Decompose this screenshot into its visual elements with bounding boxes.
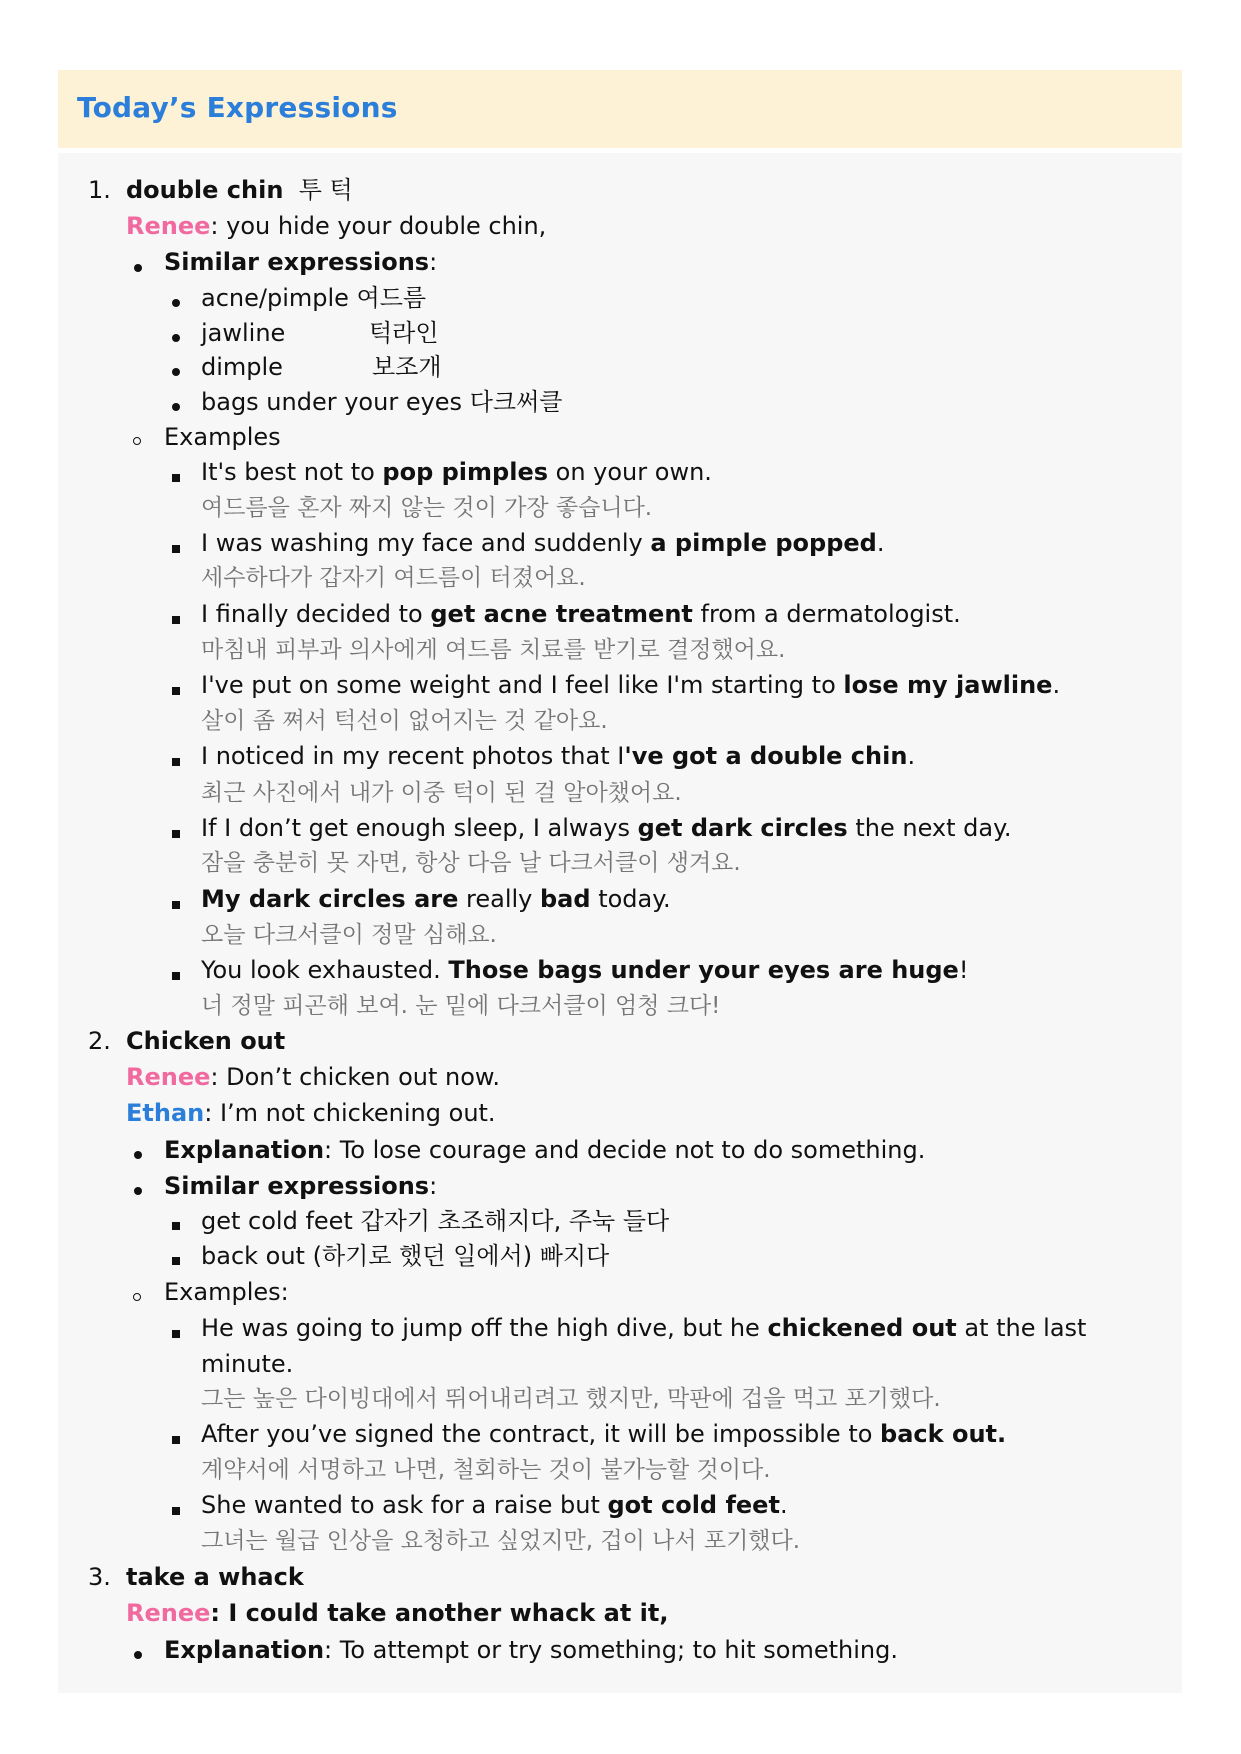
dialogue-line: Renee: I could take another whack at it,: [126, 1599, 669, 1627]
example-translation: 세수하다가 갑자기 여드름이 터졌어요.: [201, 565, 586, 591]
bullet-square: [172, 474, 180, 482]
bullet-dot: [134, 264, 142, 272]
example-sentence: After you’ve signed the contract, it will be impossible to back out.: [201, 1420, 1007, 1448]
examples-label: Examples:: [164, 1278, 289, 1306]
example-translation: 너 정말 피곤해 보여. 눈 밑에 다크서클이 엄청 크다!: [201, 993, 721, 1019]
example-sentence: I've put on some weight and I feel like I'm starting to lose my jawline.: [201, 671, 1061, 699]
bullet-square: [172, 545, 180, 553]
example-sentence: It's best not to pop pimples on your own.: [201, 458, 712, 486]
speaker-name: Renee: [126, 1599, 211, 1627]
bullet-dot: [172, 334, 180, 342]
bullet-square: [172, 1222, 180, 1230]
title-banner: [58, 70, 1182, 148]
example-sentence-cont: minute.: [201, 1350, 294, 1378]
item-number: 1.: [88, 176, 111, 204]
example-sentence: I was washing my face and suddenly a pimple popped.: [201, 529, 885, 557]
bullet-square: [172, 901, 180, 909]
bullet-dot: [134, 1651, 142, 1659]
example-translation: 오늘 다크서클이 정말 심해요.: [201, 922, 497, 948]
example-sentence: My dark circles are really bad today.: [201, 885, 671, 913]
explanation: Explanation: To lose courage and decide not to do something.: [164, 1136, 926, 1164]
bullet-square: [172, 1330, 180, 1338]
bullet-dot: [172, 368, 180, 376]
example-sentence: If I don’t get enough sleep, I always get dark circles the next day.: [201, 814, 1012, 842]
similar-item: dimple: [201, 353, 283, 381]
similar-label: Similar expressions:: [164, 248, 438, 276]
bullet-square: [172, 687, 180, 695]
similar-label: Similar expressions:: [164, 1172, 438, 1200]
similar-item: acne/pimple 여드름: [201, 284, 427, 312]
item-heading: take a whack: [126, 1563, 304, 1591]
item-heading: double chin 투 턱: [126, 176, 353, 204]
dialogue-line: Ethan: I’m not chickening out.: [126, 1099, 496, 1127]
bullet-circle: [133, 1293, 141, 1301]
example-sentence: You look exhausted. Those bags under your eyes are huge!: [201, 956, 969, 984]
similar-item: get cold feet 갑자기 초조해지다, 주눅 들다: [201, 1207, 670, 1235]
example-translation: 여드름을 혼자 짜지 않는 것이 가장 좋습니다.: [201, 495, 653, 521]
dialogue-line: Renee: you hide your double chin,: [126, 212, 547, 240]
bullet-square: [172, 1436, 180, 1444]
bullet-dot: [172, 299, 180, 307]
speaker-name: Renee: [126, 212, 211, 240]
bullet-dot: [134, 1187, 142, 1195]
similar-item-ko: 보조개: [372, 353, 442, 381]
similar-item-ko: 턱라인: [369, 319, 439, 347]
example-sentence: She wanted to ask for a raise but got cold feet.: [201, 1491, 788, 1519]
example-translation: 최근 사진에서 내가 이중 턱이 된 걸 알아챘어요.: [201, 780, 682, 806]
item-number: 2.: [88, 1027, 111, 1055]
example-translation: 그는 높은 다이빙대에서 뛰어내리려고 했지만, 막판에 겁을 먹고 포기했다.: [201, 1386, 941, 1412]
bullet-dot: [134, 1151, 142, 1159]
bullet-square: [172, 972, 180, 980]
example-sentence: He was going to jump off the high dive, but he chickened out at the last: [201, 1314, 1087, 1342]
bullet-circle: [133, 437, 141, 445]
explanation: Explanation: To attempt or try something; to hit something.: [164, 1636, 898, 1664]
examples-label: Examples: [164, 423, 281, 451]
item-number: 3.: [88, 1563, 111, 1591]
example-translation: 잠을 충분히 못 자면, 항상 다음 날 다크서클이 생겨요.: [201, 850, 741, 876]
page-title: Today’s Expressions: [77, 91, 398, 124]
similar-item: bags under your eyes 다크써클: [201, 388, 563, 416]
similar-item: jawline: [201, 319, 286, 347]
example-sentence: I finally decided to get acne treatment from a dermatologist.: [201, 600, 961, 628]
bullet-square: [172, 830, 180, 838]
bullet-square: [172, 1507, 180, 1515]
item-heading: Chicken out: [126, 1027, 286, 1055]
bullet-square: [172, 758, 180, 766]
similar-item: back out (하기로 했던 일에서) 빠지다: [201, 1242, 610, 1270]
bullet-square: [172, 1257, 180, 1265]
bullet-square: [172, 616, 180, 624]
dialogue-line: Renee: Don’t chicken out now.: [126, 1063, 500, 1091]
example-translation: 그녀는 월급 인상을 요청하고 싶었지만, 겁이 나서 포기했다.: [201, 1528, 801, 1554]
bullet-dot: [172, 403, 180, 411]
speaker-name: Ethan: [126, 1099, 205, 1127]
example-translation: 계약서에 서명하고 나면, 철회하는 것이 불가능할 것이다.: [201, 1457, 771, 1483]
example-translation: 살이 좀 쪄서 턱선이 없어지는 것 같아요.: [201, 708, 608, 734]
speaker-name: Renee: [126, 1063, 211, 1091]
example-sentence: I noticed in my recent photos that I've got a double chin.: [201, 742, 916, 770]
example-translation: 마침내 피부과 의사에게 여드름 치료를 받기로 결정했어요.: [201, 637, 786, 663]
